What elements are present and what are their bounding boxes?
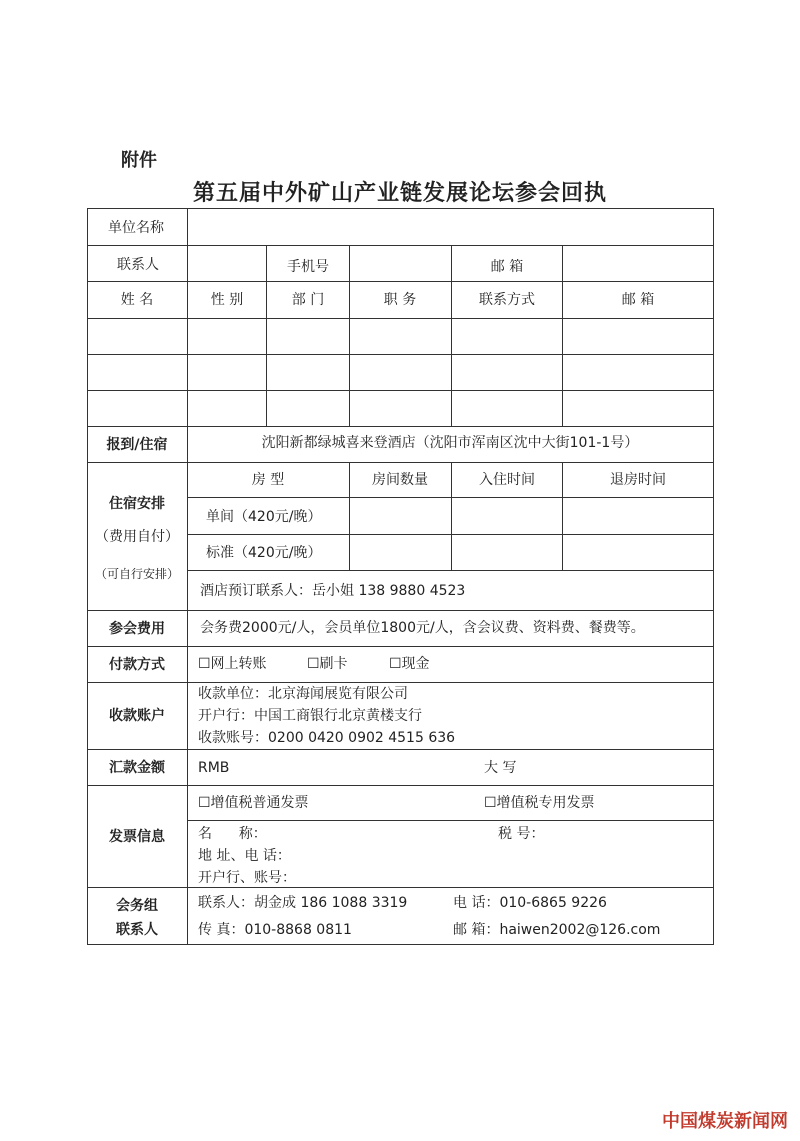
email-label: 邮 箱 bbox=[490, 259, 524, 275]
table-line bbox=[87, 354, 714, 355]
lodging-label: 住宿安排 bbox=[109, 496, 165, 512]
table-line bbox=[87, 646, 714, 647]
hotel-booking-contact: 酒店预订联系人：岳小姐 138 9880 4523 bbox=[200, 583, 466, 599]
amount-label: 汇款金额 bbox=[109, 760, 165, 776]
table-line bbox=[87, 208, 88, 944]
table-line bbox=[562, 462, 563, 570]
checkin-hotel: 沈阳新都绿城喜来登酒店（沈阳市浑南区沈中大街101-1号） bbox=[261, 435, 639, 451]
organizer-email: 邮 箱：haiwen2002@126.com bbox=[453, 922, 661, 938]
table-line bbox=[87, 281, 714, 282]
col-department: 部 门 bbox=[291, 292, 325, 308]
payment-option-cash[interactable]: ☐现金 bbox=[389, 656, 430, 672]
payment-option-transfer[interactable]: ☐网上转账 bbox=[198, 656, 267, 672]
account-label: 收款账户 bbox=[109, 708, 165, 724]
table-line bbox=[451, 462, 452, 570]
invoice-option-general[interactable]: ☐增值税普通发票 bbox=[198, 795, 309, 811]
col-email: 邮 箱 bbox=[621, 292, 655, 308]
account-payee: 收款单位：北京海闻展览有限公司 bbox=[198, 686, 408, 702]
mobile-label: 手机号 bbox=[287, 259, 329, 275]
organizer-label-top: 会务组 bbox=[116, 898, 158, 914]
account-number: 收款账号：0200 0420 0902 4515 636 bbox=[198, 730, 456, 746]
table-line bbox=[87, 887, 714, 888]
table-line bbox=[87, 318, 714, 319]
page-title: 第五届中外矿山产业链发展论坛参会回执 bbox=[192, 181, 607, 206]
col-name: 姓 名 bbox=[120, 292, 154, 308]
table-line bbox=[87, 462, 714, 463]
lodging-sub-self-pay: （费用自付） bbox=[95, 529, 179, 545]
table-line bbox=[187, 570, 714, 571]
table-line bbox=[87, 426, 714, 427]
table-line bbox=[187, 820, 714, 821]
table-line bbox=[349, 462, 350, 570]
table-line bbox=[562, 245, 563, 426]
invoice-tax-id: 税 号： bbox=[498, 826, 545, 842]
organizer-phone: 电 话：010-6865 9226 bbox=[453, 895, 607, 911]
organizer-fax: 传 真：010-8868 0811 bbox=[198, 922, 352, 938]
col-checkout-time: 退房时间 bbox=[610, 472, 666, 488]
room-standard: 标准（420元/晚） bbox=[206, 545, 322, 561]
invoice-bank-account: 开户行、账号： bbox=[198, 870, 296, 886]
invoice-company-name: 名 称： bbox=[198, 826, 267, 842]
table-line bbox=[713, 208, 714, 944]
amount-uppercase: 大 写 bbox=[484, 760, 517, 776]
table-line bbox=[87, 944, 714, 945]
table-line bbox=[87, 208, 714, 209]
account-bank: 开户行：中国工商银行北京黄楼支行 bbox=[198, 708, 422, 724]
payment-label: 付款方式 bbox=[109, 657, 165, 673]
invoice-address-phone: 地 址、电 话： bbox=[198, 848, 291, 864]
table-line bbox=[266, 245, 267, 426]
site-watermark: 中国煤炭新闻网 bbox=[662, 1111, 788, 1132]
table-line bbox=[87, 245, 714, 246]
contact-person-label: 联系人 bbox=[117, 257, 159, 273]
col-position: 职 务 bbox=[383, 292, 417, 308]
invoice-label: 发票信息 bbox=[109, 829, 165, 845]
col-contact: 联系方式 bbox=[479, 292, 535, 308]
table-line bbox=[87, 785, 714, 786]
col-room-type: 房 型 bbox=[251, 472, 285, 488]
unit-name-label: 单位名称 bbox=[108, 220, 164, 236]
amount-rmb: RMB bbox=[198, 760, 230, 776]
col-room-qty: 房间数量 bbox=[372, 472, 428, 488]
col-gender: 性 别 bbox=[210, 292, 244, 308]
table-line bbox=[87, 610, 714, 611]
organizer-label-bottom: 联系人 bbox=[116, 922, 158, 938]
lodging-sub-optional: （可自行安排） bbox=[94, 567, 180, 581]
table-line bbox=[349, 245, 350, 426]
invoice-option-special[interactable]: ☐增值税专用发票 bbox=[484, 795, 595, 811]
attachment-label: 附件 bbox=[121, 150, 157, 171]
table-line bbox=[87, 682, 714, 683]
fee-value: 会务费2000元/人，会员单位1800元/人，含会议费、资料费、餐费等。 bbox=[200, 620, 645, 636]
room-single: 单间（420元/晚） bbox=[206, 509, 322, 525]
payment-option-card[interactable]: ☐刷卡 bbox=[307, 656, 348, 672]
organizer-contact: 联系人：胡金成 186 1088 3319 bbox=[198, 895, 408, 911]
col-checkin-time: 入住时间 bbox=[479, 472, 535, 488]
table-line bbox=[187, 208, 188, 944]
table-line bbox=[451, 245, 452, 426]
fee-label: 参会费用 bbox=[109, 621, 165, 637]
table-line bbox=[87, 390, 714, 391]
checkin-label: 报到/住宿 bbox=[106, 437, 168, 453]
table-line bbox=[87, 749, 714, 750]
